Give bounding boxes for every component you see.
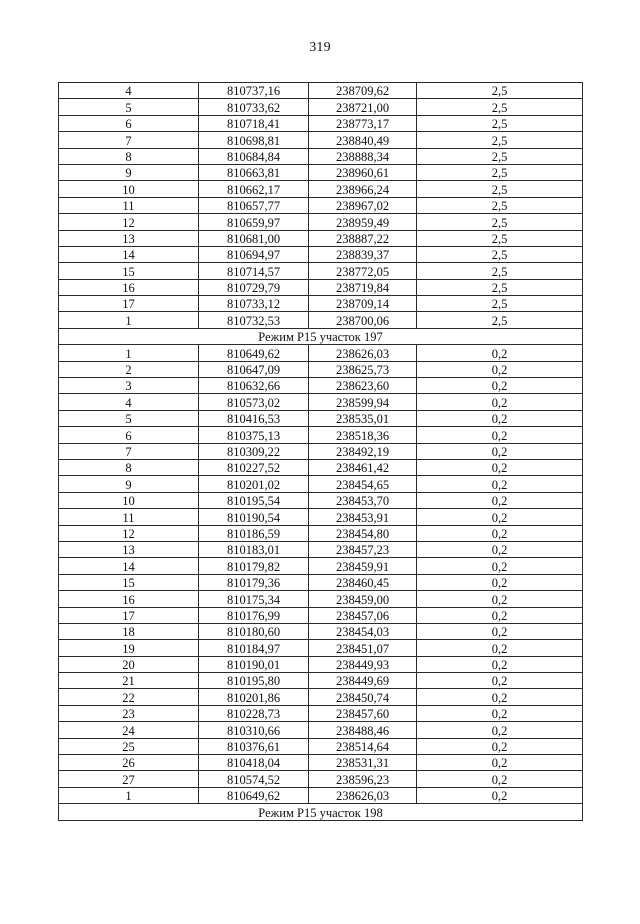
section-header-row	[59, 328, 583, 344]
table-row	[59, 509, 583, 525]
y-coordinate-cell: 238625,73	[309, 361, 417, 377]
point-number-cell: 20	[59, 656, 199, 672]
x-coordinate-cell: 810190,01	[199, 656, 309, 672]
y-coordinate-cell: 238449,93	[309, 656, 417, 672]
value-cell: 0,2	[417, 722, 583, 738]
table-row	[59, 83, 583, 99]
value-cell: 0,2	[417, 345, 583, 361]
y-coordinate-cell: 238459,00	[309, 591, 417, 607]
point-number-cell: 14	[59, 558, 199, 574]
y-coordinate-cell: 238840,49	[309, 132, 417, 148]
value-cell: 0,2	[417, 410, 583, 426]
x-coordinate-cell: 810698,81	[199, 132, 309, 148]
table-row	[59, 607, 583, 623]
y-coordinate-cell: 238531,31	[309, 755, 417, 771]
value-cell: 0,2	[417, 591, 583, 607]
x-coordinate-cell: 810179,36	[199, 574, 309, 590]
table-row	[59, 230, 583, 246]
point-number-cell: 16	[59, 279, 199, 295]
table-row	[59, 361, 583, 377]
value-cell: 2,5	[417, 312, 583, 328]
point-number-cell: 12	[59, 214, 199, 230]
value-cell: 2,5	[417, 296, 583, 312]
y-coordinate-cell: 238839,37	[309, 246, 417, 262]
x-coordinate-cell: 810729,79	[199, 279, 309, 295]
y-coordinate-cell: 238773,17	[309, 115, 417, 131]
y-coordinate-cell: 238514,64	[309, 738, 417, 754]
value-cell: 0,2	[417, 771, 583, 787]
table-row	[59, 197, 583, 213]
point-number-cell: 1	[59, 787, 199, 803]
value-cell: 2,5	[417, 263, 583, 279]
x-coordinate-cell: 810659,97	[199, 214, 309, 230]
point-number-cell: 26	[59, 755, 199, 771]
point-number-cell: 14	[59, 246, 199, 262]
x-coordinate-cell: 810228,73	[199, 705, 309, 721]
table-row	[59, 738, 583, 754]
table-row	[59, 164, 583, 180]
y-coordinate-cell: 238453,91	[309, 509, 417, 525]
x-coordinate-cell: 810186,59	[199, 525, 309, 541]
page-number: 319	[309, 40, 331, 55]
x-coordinate-cell: 810175,34	[199, 591, 309, 607]
x-coordinate-cell: 810179,82	[199, 558, 309, 574]
value-cell: 2,5	[417, 246, 583, 262]
point-number-cell: 25	[59, 738, 199, 754]
x-coordinate-cell: 810309,22	[199, 443, 309, 459]
x-coordinate-cell: 810180,60	[199, 623, 309, 639]
y-coordinate-cell: 238709,62	[309, 83, 417, 99]
y-coordinate-cell: 238488,46	[309, 722, 417, 738]
table-row	[59, 673, 583, 689]
y-coordinate-cell: 238700,06	[309, 312, 417, 328]
table-row	[59, 574, 583, 590]
coordinates-table-body	[59, 83, 583, 821]
table-row	[59, 132, 583, 148]
x-coordinate-cell: 810663,81	[199, 164, 309, 180]
value-cell: 0,2	[417, 623, 583, 639]
point-number-cell: 1	[59, 312, 199, 328]
point-number-cell: 5	[59, 410, 199, 426]
point-number-cell: 7	[59, 443, 199, 459]
y-coordinate-cell: 238709,14	[309, 296, 417, 312]
x-coordinate-cell: 810694,97	[199, 246, 309, 262]
y-coordinate-cell: 238459,91	[309, 558, 417, 574]
y-coordinate-cell: 238719,84	[309, 279, 417, 295]
table-row	[59, 148, 583, 164]
x-coordinate-cell: 810418,04	[199, 755, 309, 771]
y-coordinate-cell: 238492,19	[309, 443, 417, 459]
x-coordinate-cell: 810681,00	[199, 230, 309, 246]
x-coordinate-cell: 810190,54	[199, 509, 309, 525]
value-cell: 2,5	[417, 99, 583, 115]
y-coordinate-cell: 238453,70	[309, 492, 417, 508]
point-number-cell: 11	[59, 509, 199, 525]
y-coordinate-cell: 238454,80	[309, 525, 417, 541]
point-number-cell: 13	[59, 541, 199, 557]
y-coordinate-cell: 238461,42	[309, 459, 417, 475]
point-number-cell: 19	[59, 640, 199, 656]
x-coordinate-cell: 810201,02	[199, 476, 309, 492]
table-row	[59, 640, 583, 656]
table-row	[59, 755, 583, 771]
table-row	[59, 541, 583, 557]
point-number-cell: 16	[59, 591, 199, 607]
y-coordinate-cell: 238959,49	[309, 214, 417, 230]
value-cell: 2,5	[417, 83, 583, 99]
point-number-cell: 10	[59, 492, 199, 508]
y-coordinate-cell: 238451,07	[309, 640, 417, 656]
table-row	[59, 558, 583, 574]
point-number-cell: 22	[59, 689, 199, 705]
value-cell: 0,2	[417, 361, 583, 377]
value-cell: 0,2	[417, 755, 583, 771]
table-row	[59, 181, 583, 197]
table-row	[59, 459, 583, 475]
point-number-cell: 24	[59, 722, 199, 738]
point-number-cell: 15	[59, 574, 199, 590]
y-coordinate-cell: 238457,60	[309, 705, 417, 721]
x-coordinate-cell: 810574,52	[199, 771, 309, 787]
value-cell: 0,2	[417, 378, 583, 394]
y-coordinate-cell: 238460,45	[309, 574, 417, 590]
point-number-cell: 6	[59, 115, 199, 131]
y-coordinate-cell: 238454,03	[309, 623, 417, 639]
x-coordinate-cell: 810573,02	[199, 394, 309, 410]
value-cell: 0,2	[417, 427, 583, 443]
x-coordinate-cell: 810632,66	[199, 378, 309, 394]
x-coordinate-cell: 810662,17	[199, 181, 309, 197]
table-row	[59, 296, 583, 312]
value-cell: 0,2	[417, 476, 583, 492]
x-coordinate-cell: 810718,41	[199, 115, 309, 131]
y-coordinate-cell: 238888,34	[309, 148, 417, 164]
value-cell: 0,2	[417, 689, 583, 705]
table-row	[59, 771, 583, 787]
x-coordinate-cell: 810195,54	[199, 492, 309, 508]
value-cell: 0,2	[417, 509, 583, 525]
point-number-cell: 2	[59, 361, 199, 377]
y-coordinate-cell: 238626,03	[309, 787, 417, 803]
point-number-cell: 5	[59, 99, 199, 115]
point-number-cell: 21	[59, 673, 199, 689]
x-coordinate-cell: 810183,01	[199, 541, 309, 557]
value-cell: 0,2	[417, 705, 583, 721]
value-cell: 2,5	[417, 279, 583, 295]
x-coordinate-cell: 810714,57	[199, 263, 309, 279]
y-coordinate-cell: 238626,03	[309, 345, 417, 361]
value-cell: 2,5	[417, 148, 583, 164]
y-coordinate-cell: 238457,23	[309, 541, 417, 557]
point-number-cell: 17	[59, 296, 199, 312]
point-number-cell: 9	[59, 476, 199, 492]
table-row	[59, 427, 583, 443]
x-coordinate-cell: 810732,53	[199, 312, 309, 328]
y-coordinate-cell: 238457,06	[309, 607, 417, 623]
table-row	[59, 623, 583, 639]
table-row	[59, 476, 583, 492]
table-row	[59, 378, 583, 394]
x-coordinate-cell: 810176,99	[199, 607, 309, 623]
table-row	[59, 99, 583, 115]
point-number-cell: 18	[59, 623, 199, 639]
y-coordinate-cell: 238887,22	[309, 230, 417, 246]
point-number-cell: 8	[59, 148, 199, 164]
table-row	[59, 689, 583, 705]
section-title: Режим Р15 участок 197	[59, 328, 583, 344]
x-coordinate-cell: 810647,09	[199, 361, 309, 377]
y-coordinate-cell: 238449,69	[309, 673, 417, 689]
point-number-cell: 15	[59, 263, 199, 279]
point-number-cell: 4	[59, 394, 199, 410]
table-row	[59, 279, 583, 295]
table-row	[59, 492, 583, 508]
value-cell: 2,5	[417, 132, 583, 148]
point-number-cell: 7	[59, 132, 199, 148]
value-cell: 2,5	[417, 181, 583, 197]
y-coordinate-cell: 238454,65	[309, 476, 417, 492]
table-row	[59, 410, 583, 426]
value-cell: 0,2	[417, 673, 583, 689]
point-number-cell: 27	[59, 771, 199, 787]
y-coordinate-cell: 238535,01	[309, 410, 417, 426]
table-row	[59, 263, 583, 279]
x-coordinate-cell: 810376,61	[199, 738, 309, 754]
value-cell: 0,2	[417, 607, 583, 623]
x-coordinate-cell: 810737,16	[199, 83, 309, 99]
x-coordinate-cell: 810184,97	[199, 640, 309, 656]
y-coordinate-cell: 238966,24	[309, 181, 417, 197]
x-coordinate-cell: 810733,62	[199, 99, 309, 115]
y-coordinate-cell: 238596,23	[309, 771, 417, 787]
table-row	[59, 443, 583, 459]
y-coordinate-cell: 238967,02	[309, 197, 417, 213]
x-coordinate-cell: 810227,52	[199, 459, 309, 475]
section-title: Режим Р15 участок 198	[59, 804, 583, 820]
x-coordinate-cell: 810649,62	[199, 787, 309, 803]
point-number-cell: 23	[59, 705, 199, 721]
value-cell: 0,2	[417, 640, 583, 656]
value-cell: 0,2	[417, 459, 583, 475]
section-header-row	[59, 804, 583, 820]
point-number-cell: 8	[59, 459, 199, 475]
point-number-cell: 4	[59, 83, 199, 99]
table-row	[59, 705, 583, 721]
table-row	[59, 345, 583, 361]
point-number-cell: 6	[59, 427, 199, 443]
point-number-cell: 13	[59, 230, 199, 246]
x-coordinate-cell: 810684,84	[199, 148, 309, 164]
x-coordinate-cell: 810733,12	[199, 296, 309, 312]
table-row	[59, 214, 583, 230]
value-cell: 0,2	[417, 443, 583, 459]
table-row	[59, 787, 583, 803]
y-coordinate-cell: 238450,74	[309, 689, 417, 705]
table-row	[59, 115, 583, 131]
value-cell: 2,5	[417, 230, 583, 246]
y-coordinate-cell: 238721,00	[309, 99, 417, 115]
value-cell: 0,2	[417, 541, 583, 557]
y-coordinate-cell: 238772,05	[309, 263, 417, 279]
table-row	[59, 722, 583, 738]
value-cell: 0,2	[417, 787, 583, 803]
table-row	[59, 312, 583, 328]
value-cell: 0,2	[417, 738, 583, 754]
value-cell: 0,2	[417, 394, 583, 410]
point-number-cell: 3	[59, 378, 199, 394]
value-cell: 0,2	[417, 656, 583, 672]
x-coordinate-cell: 810657,77	[199, 197, 309, 213]
point-number-cell: 10	[59, 181, 199, 197]
x-coordinate-cell: 810649,62	[199, 345, 309, 361]
y-coordinate-cell: 238623,60	[309, 378, 417, 394]
coordinates-table	[58, 82, 583, 821]
value-cell: 2,5	[417, 115, 583, 131]
table-row	[59, 394, 583, 410]
value-cell: 2,5	[417, 197, 583, 213]
table-row	[59, 246, 583, 262]
point-number-cell: 12	[59, 525, 199, 541]
table-row	[59, 591, 583, 607]
value-cell: 0,2	[417, 574, 583, 590]
value-cell: 2,5	[417, 214, 583, 230]
table-row	[59, 656, 583, 672]
x-coordinate-cell: 810195,80	[199, 673, 309, 689]
value-cell: 0,2	[417, 558, 583, 574]
point-number-cell: 11	[59, 197, 199, 213]
value-cell: 2,5	[417, 164, 583, 180]
x-coordinate-cell: 810416,53	[199, 410, 309, 426]
x-coordinate-cell: 810375,13	[199, 427, 309, 443]
point-number-cell: 9	[59, 164, 199, 180]
value-cell: 0,2	[417, 492, 583, 508]
y-coordinate-cell: 238518,36	[309, 427, 417, 443]
y-coordinate-cell: 238960,61	[309, 164, 417, 180]
point-number-cell: 17	[59, 607, 199, 623]
y-coordinate-cell: 238599,94	[309, 394, 417, 410]
table-row	[59, 525, 583, 541]
x-coordinate-cell: 810201,86	[199, 689, 309, 705]
value-cell: 0,2	[417, 525, 583, 541]
point-number-cell: 1	[59, 345, 199, 361]
x-coordinate-cell: 810310,66	[199, 722, 309, 738]
